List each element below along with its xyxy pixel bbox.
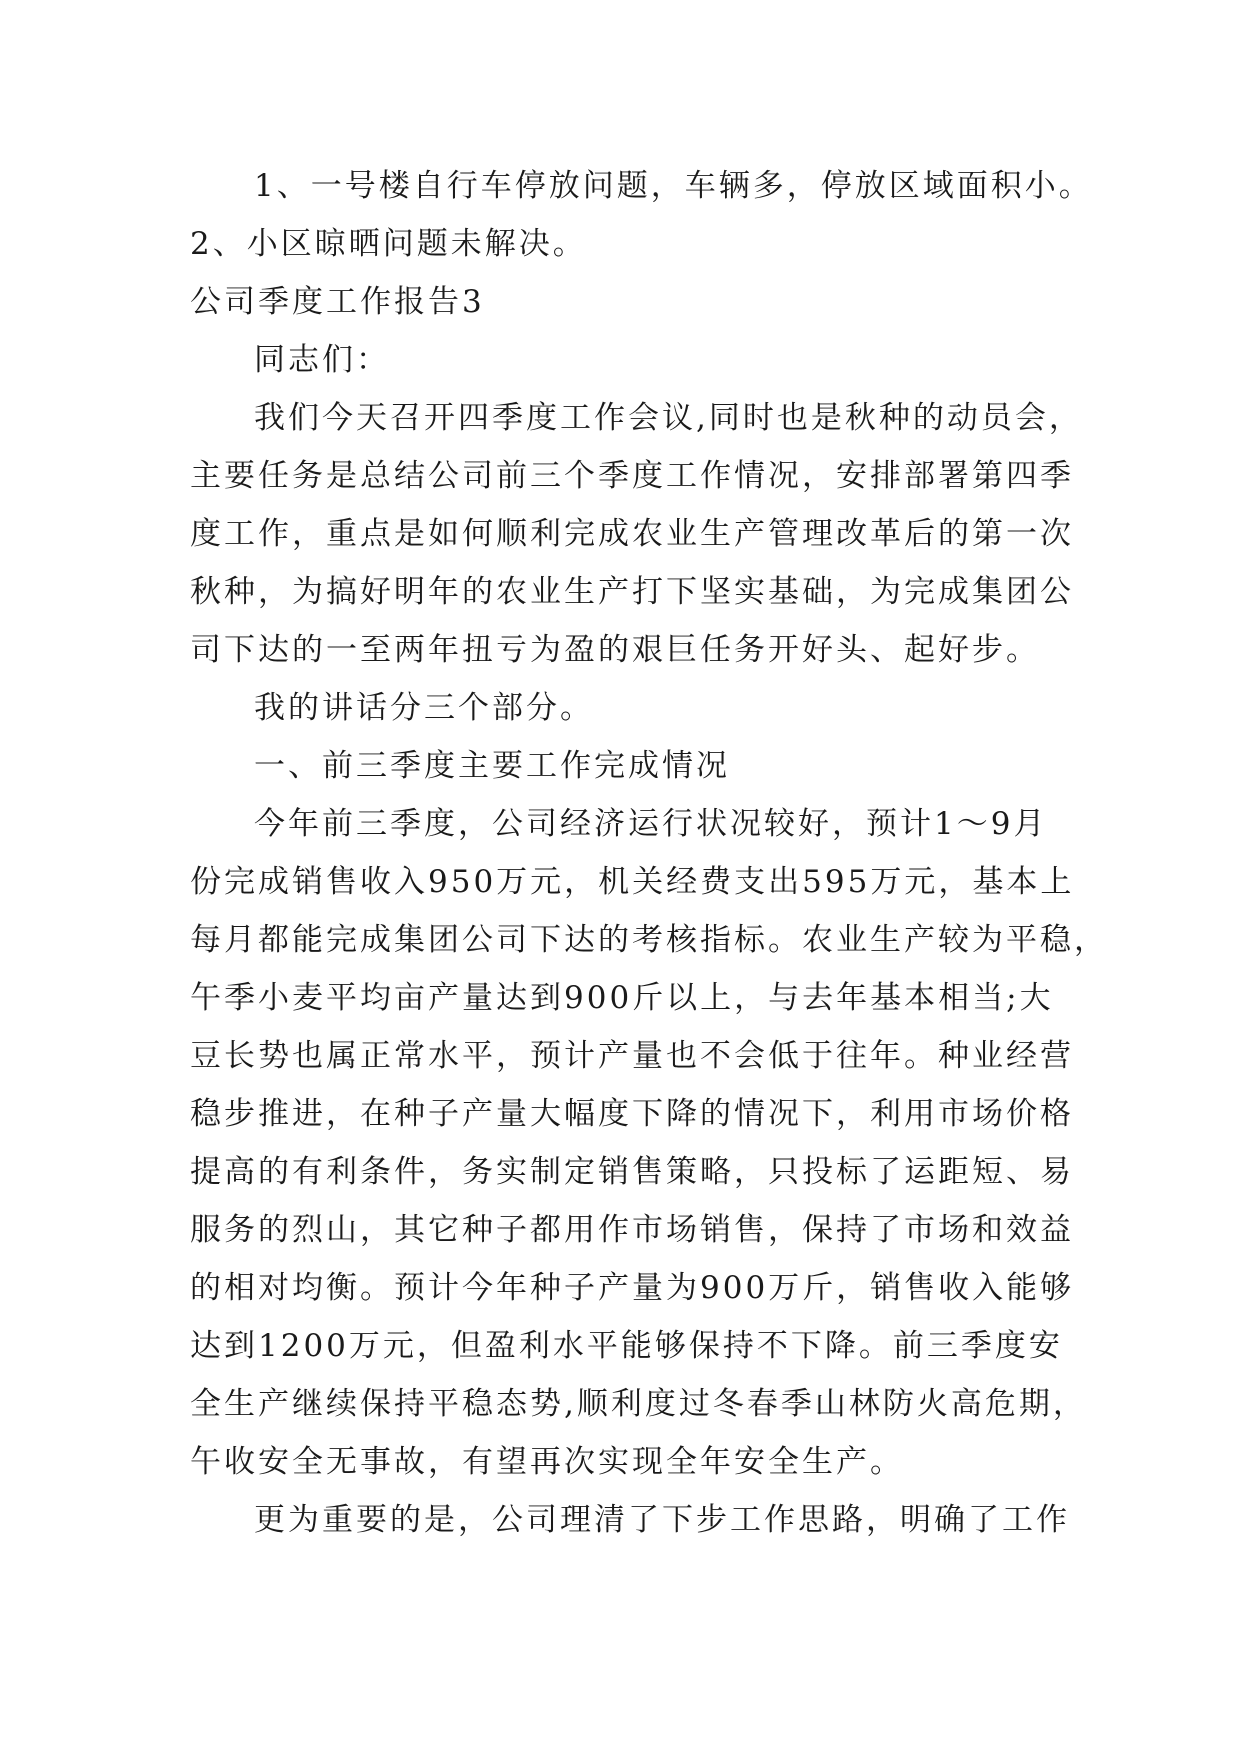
paragraph-line: 午收安全无事故，有望再次实现全年安全生产。 — [190, 1444, 904, 1480]
subsection-heading: 一、前三季度主要工作完成情况 — [254, 748, 730, 784]
paragraph-line: 稳步推进，在种子产量大幅度下降的情况下，利用市场价格 — [190, 1096, 1074, 1132]
section-heading: 公司季度工作报告3 — [190, 284, 485, 320]
paragraph-line: 司下达的一至两年扭亏为盈的艰巨任务开好头、起好步。 — [190, 632, 1040, 668]
paragraph-line: 服务的烈山，其它种子都用作市场销售，保持了市场和效益 — [190, 1212, 1074, 1248]
paragraph-line: 午季小麦平均亩产量达到900斤以上，与去年基本相当;大 — [190, 980, 1054, 1016]
paragraph-line: 提高的有利条件，务实制定销售策略，只投标了运距短、易 — [190, 1154, 1074, 1190]
paragraph-line: 秋种，为搞好明年的农业生产打下坚实基础，为完成集团公 — [190, 574, 1074, 610]
paragraph-line: 主要任务是总结公司前三个季度工作情况，安排部署第四季 — [190, 458, 1074, 494]
paragraph-line: 豆长势也属正常水平，预计产量也不会低于往年。种业经营 — [190, 1038, 1074, 1074]
list-item-2: 2、小区晾晒问题未解决。 — [190, 226, 587, 262]
paragraph-line: 全生产继续保持平稳态势,顺利度过冬春季山林防火高危期， — [190, 1386, 1087, 1422]
list-item-1: 1、一号楼自行车停放问题，车辆多，停放区域面积小。 — [254, 168, 1093, 204]
paragraph-line: 今年前三季度，公司经济运行状况较好，预计1～9月 — [254, 806, 1048, 842]
paragraph-line: 更为重要的是，公司理清了下步工作思路，明确了工作 — [254, 1502, 1070, 1538]
paragraph-line: 我的讲话分三个部分。 — [254, 690, 594, 726]
salutation: 同志们： — [254, 342, 390, 378]
paragraph-line: 每月都能完成集团公司下达的考核指标。农业生产较为平稳， — [190, 922, 1108, 958]
paragraph-line: 度工作，重点是如何顺利完成农业生产管理改革后的第一次 — [190, 516, 1074, 552]
paragraph-line: 份完成销售收入950万元，机关经费支出595万元，基本上 — [190, 864, 1075, 900]
paragraph-line: 的相对均衡。预计今年种子产量为900万斤，销售收入能够 — [190, 1270, 1075, 1306]
paragraph-line: 达到1200万元，但盈利水平能够保持不下降。前三季度安 — [190, 1328, 1063, 1364]
paragraph-line: 我们今天召开四季度工作会议,同时也是秋种的动员会， — [254, 400, 1083, 436]
